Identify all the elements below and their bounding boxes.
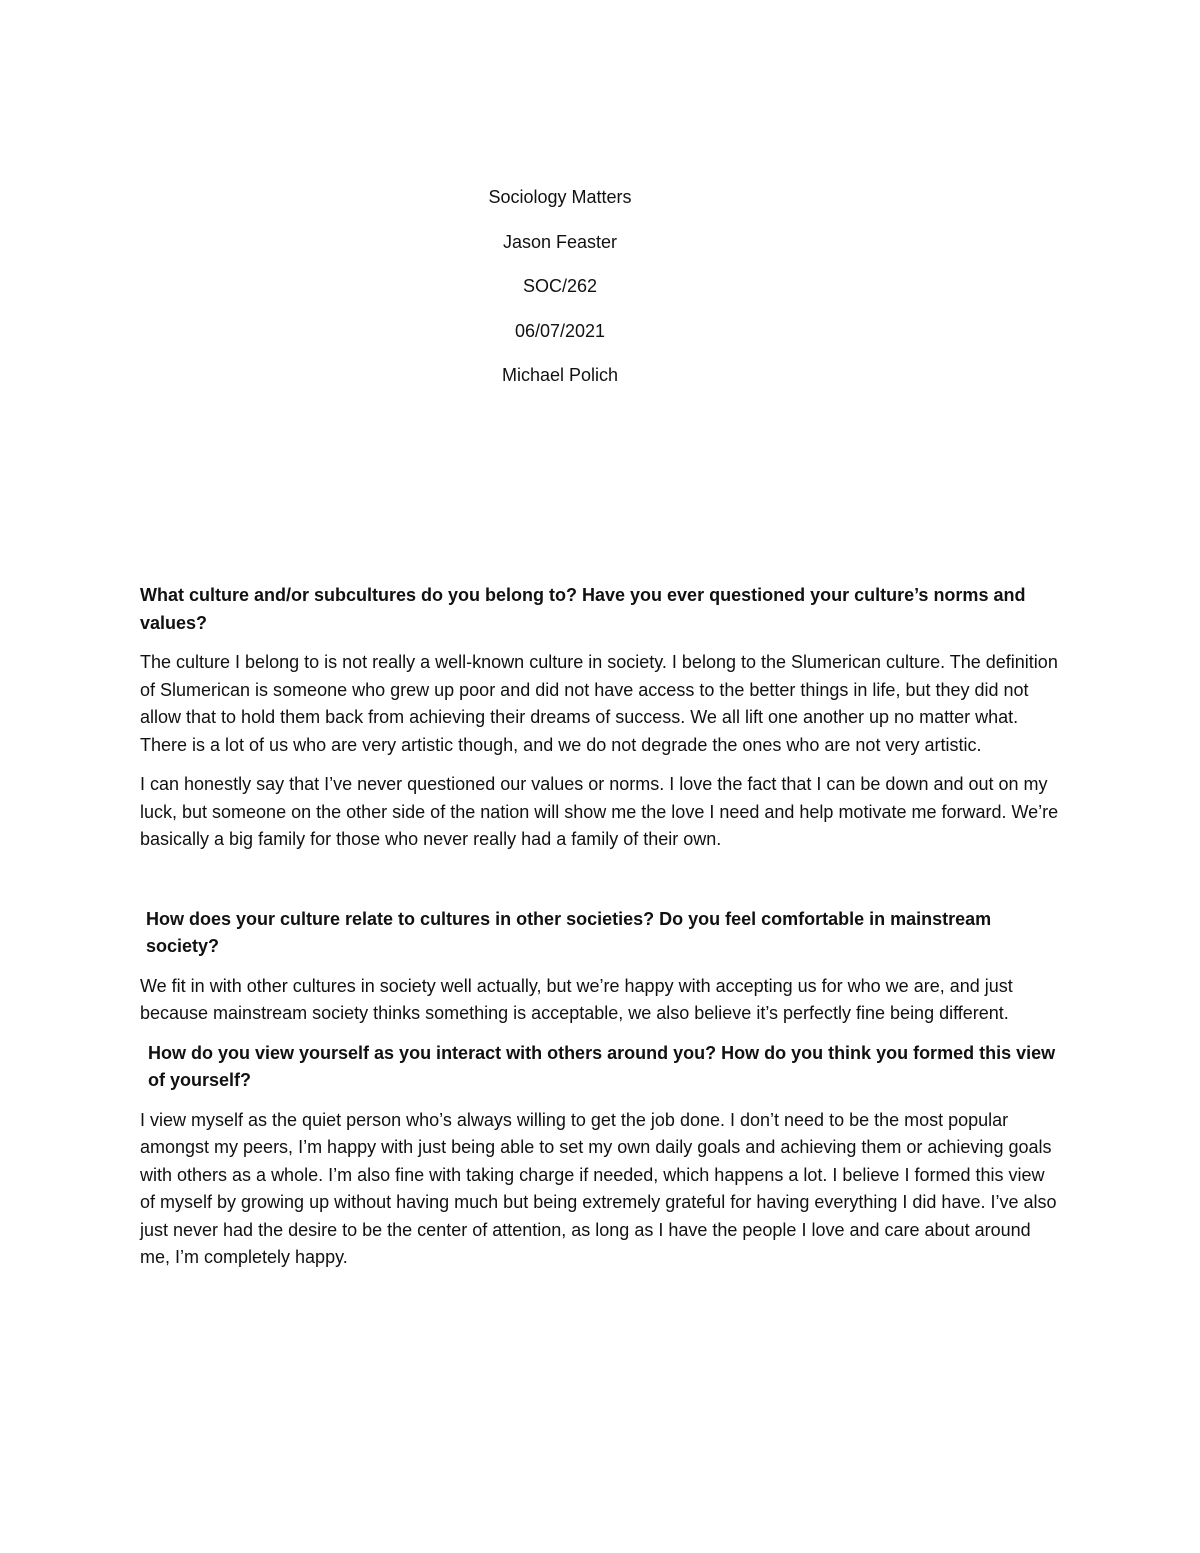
submission-date: 06/07/2021 <box>514 320 606 341</box>
answer-1-paragraph-2: I can honestly say that I’ve never questioned our values or norms. I love the fact that I can be down and out on my luck, but someone on the other side of the nation will show me the love I need and help motivate me forward. We’re basically a big family for those who never really had a family of their own. <box>140 774 1059 849</box>
question-3: How do you view yourself as you interact with others around you? How do you think you formed this view of yourself? <box>148 1042 1056 1090</box>
author-name: Jason Feaster <box>502 231 618 252</box>
title-page-block <box>0 184 1120 407</box>
paper-title: Sociology Matters <box>488 187 632 207</box>
answer-2-paragraph-1: We fit in with other cultures in society well actually, but we’re happy with accepting us for who we are, and just because mainstream society thinks something is acceptable, we also believe it’s perfectly fine being different. <box>140 975 1013 1023</box>
course-code: SOC/262 <box>522 276 598 296</box>
document-body <box>140 582 1060 1284</box>
answer-3-paragraph-1: I view myself as the quiet person who’s always willing to get the job done. I don’t need to be the most popular amongst my peers, I’m happy with just being able to set my own daily goals and achieving them or achieving goals with others as a whole. I’m also fine with taking charge if needed, which happens a lot. I believe I formed this view of myself by growing up without having much but being extremely grateful for having everything I did have. I’ve also just never had the desire to be the center of attention, as long as I have the people I love and care about around me, I’m completely happy. <box>140 1109 1057 1267</box>
section-spacer <box>140 866 1060 906</box>
instructor-name: Michael Polich <box>501 365 619 385</box>
answer-1-paragraph-1: The culture I belong to is not really a well-known culture in society. I belong to the Slumerican culture. The definition of Slumerican is someone who grew up poor and did not have access to the better things in life, but they did not allow that to hold them back from achieving their dreams of success. We all lift one another up no matter what. There is a lot of us who are very artistic though, and we do not degrade the ones who are not very artistic. <box>140 652 1058 755</box>
question-1: What culture and/or subcultures do you belong to? Have you ever questioned your culture’s norms and values? <box>140 585 1026 633</box>
question-2: How does your culture relate to cultures in other societies? Do you feel comfortable in mainstream society? <box>146 908 992 956</box>
